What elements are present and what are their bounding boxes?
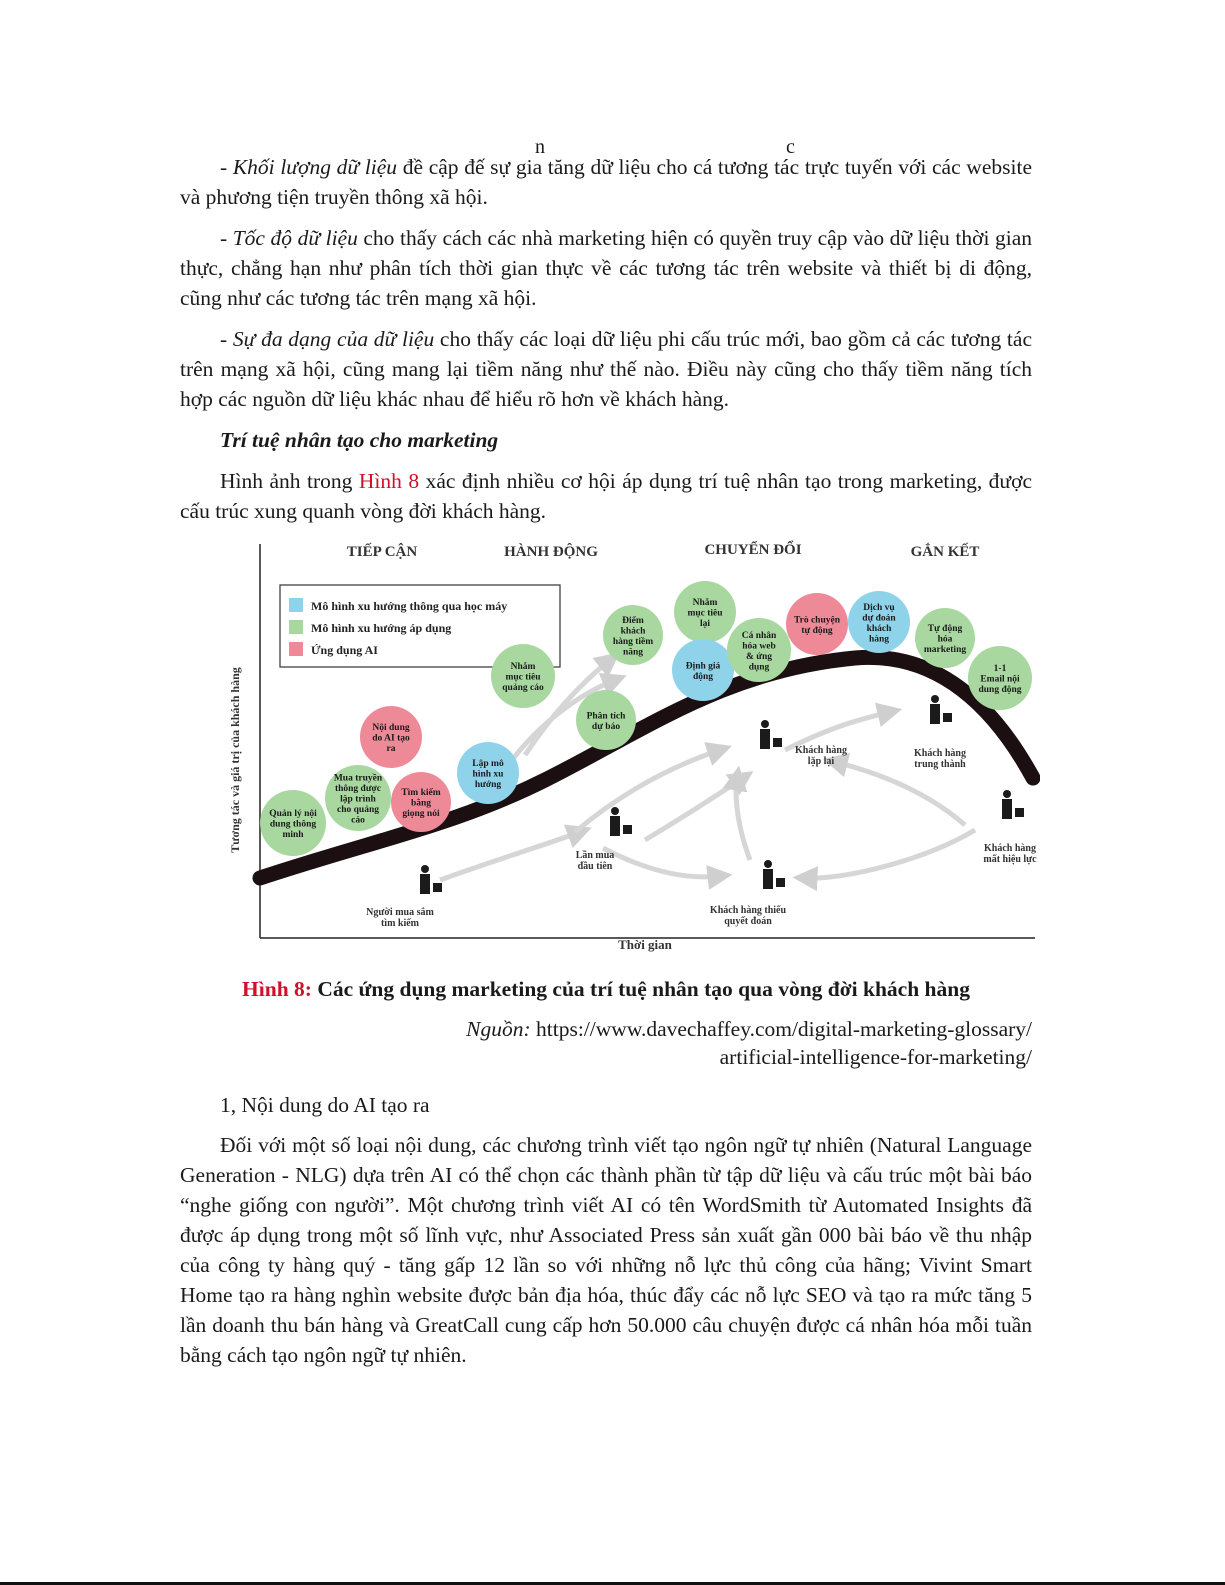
term-volume: Khối lượng dữ liệu [232, 155, 398, 179]
product-icon [623, 825, 632, 834]
body-text-block [180, 1090, 1032, 1370]
paragraph-nlg: Đối với một số loại nội dung, các chương trình viết tạo ngôn ngữ tự nhiên (Natural Language Generation - NLG) dựa trên AI có thể chọn các thành phần từ tập dữ liệu và cấu trúc một bài báo “nghe giống con người”. Một chương trình viết AI có tên WordSmith từ Automated Insights đã được áp dụng trong một số lĩnh vực, như Associated Press sản xuất gần 000 bài báo về thu nhập của công ty hàng quý - tăng gấp 12 lần so với những nỗ lực thủ công của hãng; Vivint Smart Home tạo ra hàng nghìn website được bản địa hóa, thúc đẩy các nỗ lực SEO và tạo ra mức tăng 5 lần doanh thu bán hàng và GreatCall cung cấp hơn 50.000 câu chuyện được cá nhân hóa mỗi tuần bằng cách tạo ngôn ngữ tự nhiên. [180, 1133, 1032, 1367]
product-icon [773, 738, 782, 747]
bubble-0 [260, 790, 326, 856]
bubble-label: Tự động [927, 624, 963, 634]
person-icon [1003, 790, 1011, 798]
bubble-label: cáo [351, 815, 365, 826]
paragraph-velocity: - Tốc độ dữ liệu cho thấy cách các nhà marketing hiện có quyền truy cập vào dữ liệu thời gian thực, chẳng hạn như phân tích thời gian thực về các tương tác trên website và thiết bị di động, cũng như các tương tác trên mạng xã hội. [180, 226, 1032, 310]
bubble-7 [603, 605, 663, 665]
intro-text-block [180, 152, 1032, 526]
bubble-label: hàng tiềm [612, 636, 654, 647]
paragraph-ai-content-heading: 1, Nội dung do AI tạo ra [220, 1093, 430, 1117]
section-heading: Trí tuệ nhân tạo cho marketing [220, 428, 499, 452]
bubble-label: Email nội [980, 674, 1020, 685]
paragraph-volume: - Khối lượng dữ liệu đề cập đế sự gia tăng dữ liệu cho cá tương tác trực tuyến với các website và phương tiện truyền thông xã hội. [180, 155, 1032, 209]
bubble-label: lập trình [340, 794, 376, 805]
term-velocity: Tốc độ dữ liệu [232, 226, 358, 250]
customer-label: Khách hàng thiếu [709, 905, 787, 916]
customer-label: Lần mua [575, 850, 615, 861]
stray-char-c: c [786, 136, 795, 158]
customer-5 [983, 790, 1037, 865]
person-body [610, 816, 620, 836]
bubble-6 [576, 690, 636, 750]
bubble-12 [848, 591, 910, 653]
bubble-label: ra [386, 744, 396, 754]
bubble-13 [915, 608, 975, 668]
legend-label-ai: Ứng dụng AI [311, 643, 378, 657]
stage-engage: GẮN KẾT [910, 544, 980, 560]
person-icon [611, 807, 619, 815]
bubble-label: hình xu [472, 769, 504, 780]
figure-source [180, 1015, 1032, 1071]
bubble-label: Tìm kiếm [401, 788, 441, 798]
person-icon [761, 720, 769, 728]
product-icon [776, 878, 785, 887]
bubble-label: dung thông [269, 819, 317, 830]
source-url-line2[interactable]: artificial-intelligence-for-marketing/ [719, 1045, 1032, 1069]
legend-swatch-green [289, 620, 303, 634]
bubble-label: dụng [748, 662, 770, 673]
x-axis-label: Thời gian [618, 937, 672, 952]
bubble-label: hóa [937, 634, 953, 645]
bubble-label: dự đoán [862, 613, 896, 624]
bubble-label: dự báo [591, 721, 621, 732]
bubble-label: mục tiêu [505, 672, 541, 683]
caption-label: Hình 8: [242, 977, 312, 1001]
bubble-10 [727, 618, 791, 682]
bubble-9 [672, 639, 734, 701]
customer-label: quyết đoán [724, 916, 772, 927]
bubble-label: Trò chuyện [793, 615, 841, 626]
bubble-2 [360, 706, 422, 768]
legend-swatch-pink [289, 642, 303, 656]
bubble-label: quảng cáo [502, 683, 544, 693]
customer-label: lặp lại [807, 756, 835, 767]
bubble-label: khách [620, 626, 646, 637]
customer-label: Người mua sắm [366, 907, 434, 918]
bubble-label: Dịch vụ [863, 602, 895, 613]
legend-swatch-blue [289, 598, 303, 612]
stray-char-n: n [535, 136, 545, 158]
bubble-label: Nội dung [372, 723, 410, 733]
customer-label: Khách hàng [984, 843, 1036, 854]
bubble-label: do AI tạo [372, 733, 410, 744]
figure-caption [180, 975, 1032, 1003]
customer-1 [576, 807, 632, 872]
source-label: Nguồn: [466, 1017, 531, 1041]
bubble-14 [968, 646, 1032, 710]
person-icon [931, 695, 939, 703]
bubble-5 [491, 644, 555, 708]
customer-label: đầu tiên [577, 861, 613, 872]
customer-2 [710, 860, 787, 927]
product-icon [943, 713, 952, 722]
person-body [930, 704, 940, 724]
stage-convert: CHUYỂN ĐỔI [704, 542, 802, 558]
bubble-label: Nhắm [692, 598, 718, 608]
bubble-label: hàng [868, 634, 890, 645]
bubble-label: cho quảng [337, 805, 379, 815]
person-icon [764, 860, 772, 868]
customer-label: trung thành [914, 759, 966, 770]
source-url-line1[interactable]: https://www.davechaffey.com/digital-marketing-glossary/ [530, 1017, 1032, 1041]
bubble-label: Định giá [685, 661, 721, 672]
bubble-label: Phân tích [586, 711, 626, 722]
person-icon [421, 865, 429, 873]
customer-label: Khách hàng [914, 748, 966, 759]
bubble-label: 1-1 [993, 664, 1007, 674]
bubble-3 [391, 772, 451, 832]
bubble-label: năng [622, 647, 644, 658]
caption-text: Các ứng dụng marketing của trí tuệ nhân tạo qua vòng đời khách hàng [311, 977, 970, 1001]
paragraph-variety: - Sự đa dạng của dữ liệu cho thấy các loại dữ liệu phi cấu trúc mới, bao gồm cả các tương tác trên mạng xã hội, cũng mang lại tiềm năng như thế nào. Điều này cũng cho thấy tiềm năng tích hợp các nguồn dữ liệu khác nhau để hiểu rõ hơn về khách hàng. [180, 327, 1032, 411]
bubble-4 [457, 742, 519, 804]
customer-4 [914, 695, 966, 770]
bubble-label: minh [282, 830, 304, 840]
bubble-label: Mua truyền [333, 773, 383, 784]
customer-label: Khách hàng [795, 745, 847, 756]
y-axis-label: Tương tác và giá trị của khách hàng [228, 667, 242, 853]
product-icon [1015, 808, 1024, 817]
person-body [420, 874, 430, 894]
customer-label: mất hiệu lực [983, 854, 1037, 865]
bubble-label: hướng [474, 780, 502, 790]
bubble-label: Cá nhân [741, 630, 777, 641]
customer-0 [366, 865, 442, 929]
legend-label-ml: Mô hình xu hướng thông qua học máy [311, 599, 508, 613]
bubble-label: Nhắm [510, 662, 536, 672]
bubble-11 [786, 593, 848, 655]
bubble-label: Lập mô [472, 759, 504, 769]
bubble-label: dung động [978, 685, 1022, 695]
stage-act: HÀNH ĐỘNG [504, 544, 598, 560]
bubble-label: động [692, 671, 714, 682]
bubble-label: hóa web [742, 641, 776, 652]
bubble-label: Quản lý nội [269, 809, 317, 819]
customer-lifecycle-figure [225, 540, 1040, 960]
bubble-label: tự động [801, 625, 833, 636]
stage-reach: TIẾP CẬN [346, 544, 418, 560]
bubble-label: bằng [410, 798, 432, 809]
bubble-8 [674, 581, 736, 643]
bubble-label: marketing [923, 645, 967, 655]
person-body [760, 729, 770, 749]
bubble-1 [325, 765, 391, 831]
bubble-label: Điểm [622, 615, 644, 626]
paragraph-figure-intro: Hình ảnh trong Hình 8 xác định nhiều cơ hội áp dụng trí tuệ nhân tạo trong marketing, được cấu trúc xung quanh vòng đời khách hàng. [180, 469, 1032, 523]
bubble-label: khách [866, 623, 892, 634]
bubble-label: giọng nói [402, 809, 440, 819]
bubble-label: mục tiêu [687, 608, 723, 619]
bubble-label: thông được [334, 784, 382, 794]
bubble-label: lại [699, 619, 711, 629]
figure-link[interactable]: Hình 8 [358, 469, 420, 493]
person-body [763, 869, 773, 889]
product-icon [433, 883, 442, 892]
legend-label-applied: Mô hình xu hướng áp dụng [311, 621, 452, 635]
customer-label: tìm kiếm [380, 918, 420, 929]
bubble-label: & ứng [745, 651, 773, 662]
person-body [1002, 799, 1012, 819]
term-variety: Sự đa dạng của dữ liệu [232, 327, 435, 351]
